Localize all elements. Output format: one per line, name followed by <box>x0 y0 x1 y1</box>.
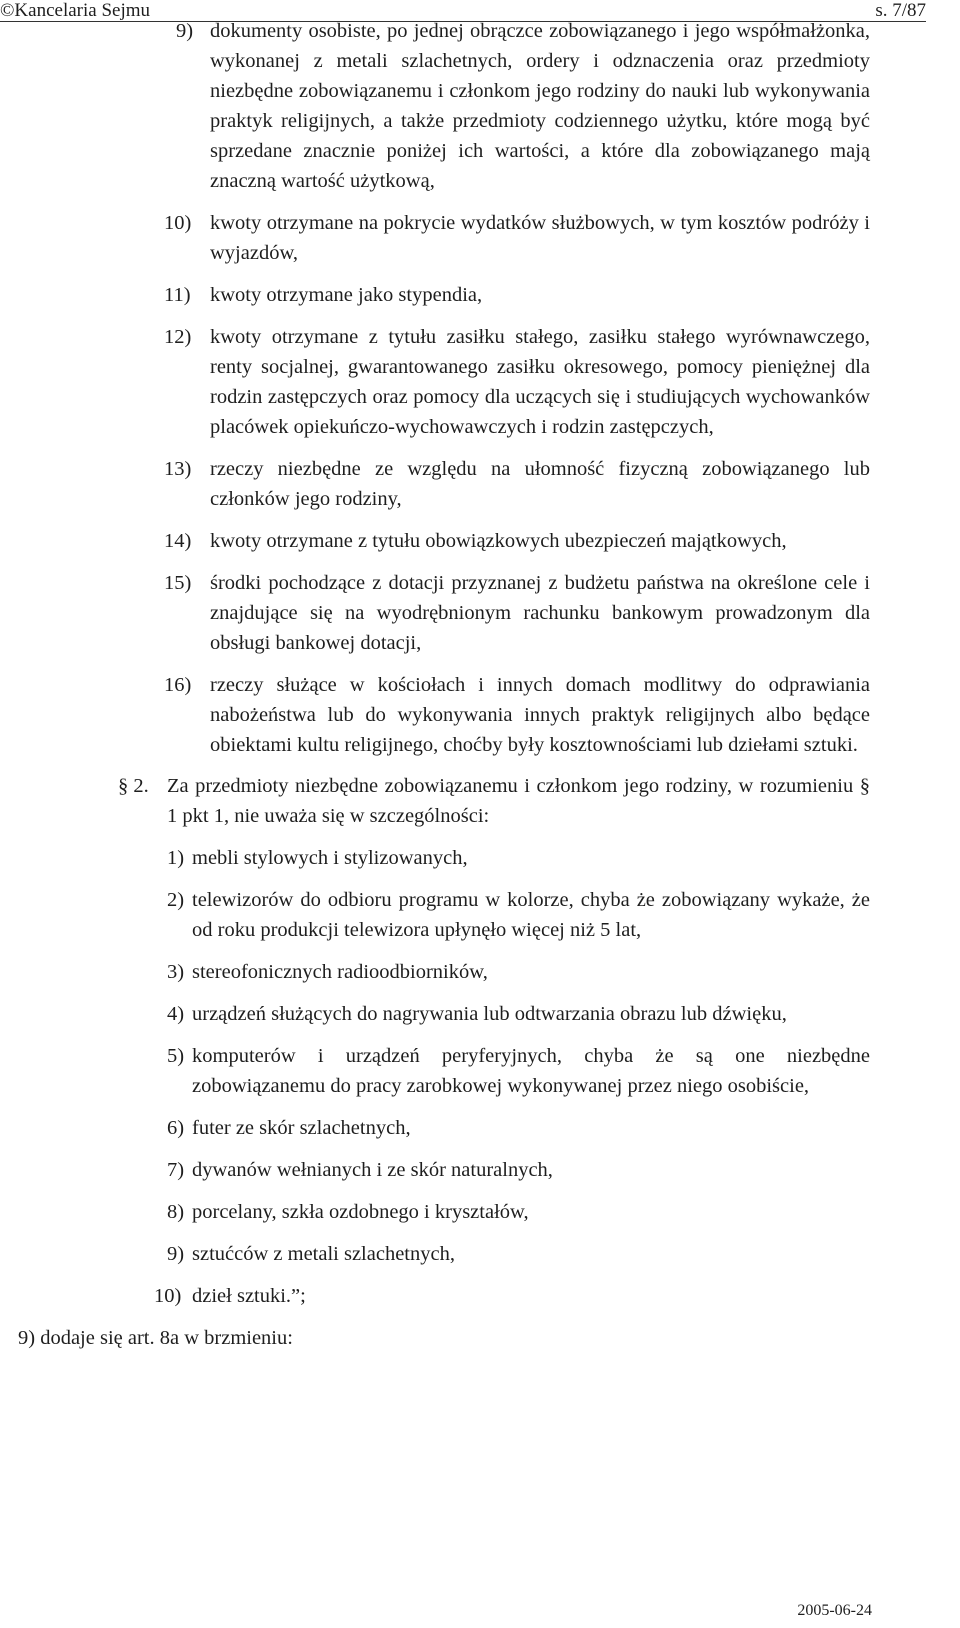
list-item <box>0 568 930 658</box>
item-text: telewizorów do odbioru programu w kolorze, chyba że zobowiązany wykaże, że od roku produkcji telewizora upłynęło więcej niż 5 lat, <box>192 889 870 941</box>
item-text: urządzeń służących do nagrywania lub odtwarzania obrazu lub dźwięku, <box>192 1003 787 1025</box>
item-number: 2) <box>167 889 185 911</box>
item-text: futer ze skór szlachetnych, <box>192 1117 411 1139</box>
list-item <box>0 1155 930 1185</box>
paragraph-2 <box>0 772 930 831</box>
item-number: 7) <box>167 1159 185 1181</box>
item-text: dywanów wełnianych i ze skór naturalnych, <box>192 1159 553 1181</box>
list-item <box>0 208 930 268</box>
list-item <box>0 1113 930 1143</box>
item-text: porcelany, szkła ozdobnego i kryształów, <box>192 1201 529 1223</box>
list-item <box>0 16 930 196</box>
list-item <box>0 885 930 945</box>
footer-date: 2005-06-24 <box>797 1602 872 1619</box>
item-number: 14) <box>164 530 192 552</box>
item-text: kwoty otrzymane z tytułu obowiązkowych ubezpieczeń majątkowych, <box>210 530 787 552</box>
document-body <box>0 16 930 1353</box>
item-text: stereofonicznych radioodbiorników, <box>192 961 488 983</box>
item-number: 4) <box>167 1003 185 1025</box>
list-item <box>0 526 930 556</box>
item-text: sztućców z metali szlachetnych, <box>192 1243 455 1265</box>
item-number: 10) <box>154 1285 182 1307</box>
paragraph-text: Za przedmioty niezbędne zobowiązanemu i członkom jego rodziny, w rozumieniu § 1 pkt 1, nie uważa się w szczególności: <box>167 775 870 827</box>
list-item <box>0 280 930 310</box>
item-number: 12) <box>164 326 192 348</box>
header-page-number: s. 7/87 <box>875 0 926 21</box>
list-item <box>0 454 930 514</box>
item-number: 8) <box>167 1201 185 1223</box>
item-text: rzeczy niezbędne ze względu na ułomność fizyczną zobowiązanego lub członków jego rodziny, <box>210 458 870 510</box>
item-text: dokumenty osobiste, po jednej obrączce zobowiązanego i jego współmałżonka, wykonanej z metali szlachetnych, ordery i odznaczenia oraz przedmioty niezbędne zobowiązanemu i członkom jego rodziny do nauki lub wykonywania praktyk religijnych, a także przedmioty codziennego użytku, które mogą być sprzedane znacznie poniżej ich wartości, a które dla zobowiązanego mają znaczną wartość użytkową, <box>210 20 870 192</box>
item-number: 3) <box>167 961 185 983</box>
item-text: dzieł sztuki.”; <box>192 1285 306 1307</box>
list-item <box>0 843 930 873</box>
item-number: 11) <box>164 284 191 306</box>
item-number: 1) <box>167 847 185 869</box>
item-number: 9) <box>167 1243 185 1265</box>
list-item <box>0 322 930 442</box>
item-number: 6) <box>167 1117 185 1139</box>
header-copyright: ©Kancelaria Sejmu <box>0 0 151 21</box>
item-number: 10) <box>164 212 192 234</box>
list-item <box>0 1041 930 1101</box>
item-text: rzeczy służące w kościołach i innych domach modlitwy do odprawiania nabożeństwa lub do wykonywania innych praktyk religijnych albo będące obiektami kultu religijnego, choćby były kosztownościami lub dziełami sztuki. <box>210 674 870 756</box>
item-number: 5) <box>167 1045 185 1067</box>
list-item <box>0 670 930 760</box>
item-text: komputerów i urządzeń peryferyjnych, chyba że są one niezbędne zobowiązanemu do pracy zarobkowej wykonywanej przez niego osobiście, <box>192 1045 870 1097</box>
item-text: mebli stylowych i stylizowanych, <box>192 847 468 869</box>
item-text: kwoty otrzymane jako stypendia, <box>210 284 483 306</box>
point-9-intro: 9) dodaje się art. 8a w brzmieniu: <box>18 1327 293 1349</box>
list-item <box>0 1197 930 1227</box>
list-item <box>0 999 930 1029</box>
item-number: 9) <box>176 20 194 42</box>
item-text: kwoty otrzymane na pokrycie wydatków służbowych, w tym kosztów podróży i wyjazdów, <box>210 212 870 264</box>
item-text: środki pochodzące z dotacji przyznanej z budżetu państwa na określone cele i znajdujące się na wyodrębnionym rachunku bankowym prowadzonym dla obsługi bankowej dotacji, <box>210 572 870 654</box>
paragraph-number: § 2. <box>118 775 149 797</box>
item-number: 15) <box>164 572 192 594</box>
item-number: 16) <box>164 674 192 696</box>
item-text: kwoty otrzymane z tytułu zasiłku stałego, zasiłku stałego wyrównawczego, renty socjalnej, gwarantowanego zasiłku okresowego, pomocy pieniężnej dla rodzin zastępczych oraz pomocy dla uczących się i studiujących wychowanków placówek opiekuńczo-wychowawczych i rodzin zastępczych, <box>210 326 870 438</box>
list-item <box>0 1281 930 1311</box>
list-item <box>0 957 930 987</box>
item-number: 13) <box>164 458 192 480</box>
list-item <box>0 1239 930 1269</box>
